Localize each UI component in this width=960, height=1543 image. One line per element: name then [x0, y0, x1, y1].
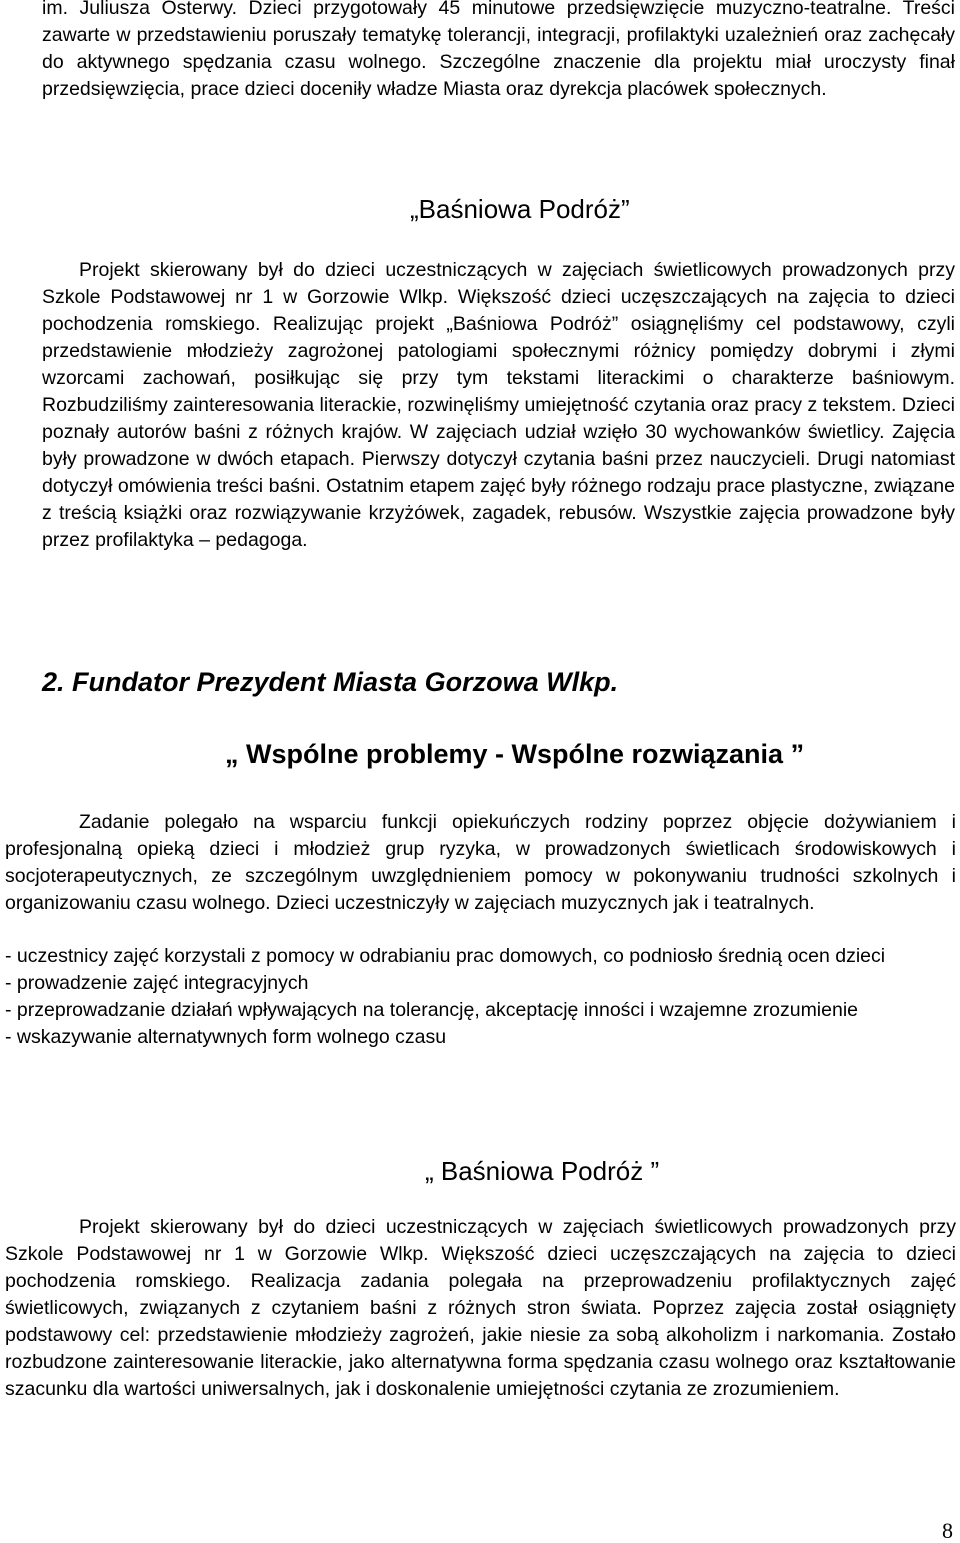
list-item: - wskazywanie alternatywnych form wolnego czasu: [5, 1026, 447, 1048]
list-item: - przeprowadzanie działań wpływających na tolerancję, akceptację inności i wzajemne zrozumienie: [5, 999, 859, 1021]
basniowa-podroz-paragraph-2: Projekt skierowany był do dzieci uczestniczących w zajęciach świetlicowych prowadzonych przy Szkole Podstawowej nr 1 w Gorzowie Wlkp. Większość dzieci uczęszczających na zajęcia to dzieci pochodzenia romskiego. Realizacja zadania polegała na przeprowadzeniu profilaktycznych zajęć świetlicowych, związanych z czytaniem baśni z różnych stron świata. Poprzez zajęcia został osiągnięty podstawowy cel: przedstawienie młodzieży zagrożeń, jakie niesie za sobą alkoholizm i narkomania. Zostało rozbudzone zainteresowanie literackie, jako alternatywna forma spędzania czasu wolnego oraz kształtowanie szacunku dla wartości uniwersalnych, jak i doskonalenie umiejętności czytania ze zrozumieniem.: [5, 1216, 956, 1400]
page-number: 8: [942, 1518, 953, 1543]
basniowa-podroz-paragraph-1: Projekt skierowany był do dzieci uczestniczących w zajęciach świetlicowych prowadzonych przy Szkole Podstawowej nr 1 w Gorzowie Wlkp. Większość dzieci uczęszczających na zajęcia to dzieci pochodzenia romskiego. Realizując projekt „Baśniowa Podróż” osiągnęliśmy cel podstawowy, czyli przedstawienie młodzieży zagrożonej patologiami społecznymi różnicy pomiędzy dobrymi i złymi wzorcami zachowań, posiłkując się przy tym tekstami literackimi o charakterze baśniowym. Rozbudziliśmy zainteresowania literackie, rozwinęliśmy umiejętność czytania oraz pracy z tekstem. Dzieci poznały autorów baśni z różnych krajów. W zajęciach udział wzięło 30 wychowanków świetlicy. Zajęcia były prowadzone w dwóch etapach. Pierwszy dotyczył czytania baśni przez nauczycieli. Drugi natomiast dotyczył omówienia treści baśni. Ostatnim etapem zajęć były różnego rodzaju prace plastyczne, związane z treścią książki oraz rozwiązywanie krzyżówek, zagadek, rebusów. Wszystkie zajęcia prowadzone były przez profilaktyka – pedagoga.: [42, 259, 955, 551]
intro-paragraph: im. Juliusza Osterwy. Dzieci przygotowały 45 minutowe przedsięwzięcie muzyczno-teatralne. Treści zawarte w przedstawieniu poruszały tematykę tolerancji, integracji, profilaktyki uzależnień oraz zachęcały do aktywnego spędzania czasu wolnego. Szczególne znaczenie dla projektu miał uroczysty finał przedsięwzięcia, prace dzieci doceniły władze Miasta oraz dyrekcja placówek społecznych.: [42, 0, 955, 100]
wspolne-problemy-heading: „ Wspólne problemy - Wspólne rozwiązania ”: [225, 739, 805, 769]
list-item: - prowadzenie zajęć integracyjnych: [5, 972, 309, 994]
basniowa-podroz-heading-2: „ Baśniowa Podróż ”: [425, 1156, 660, 1186]
wspolne-problemy-list: [5, 943, 956, 1051]
basniowa-podroz-heading-1: „Baśniowa Podróż”: [410, 194, 630, 224]
funder-heading: 2. Fundator Prezydent Miasta Gorzowa Wlkp.: [42, 667, 619, 697]
wspolne-problemy-paragraph: Zadanie polegało na wsparciu funkcji opiekuńczych rodziny poprzez objęcie dożywianiem i profesjonalną opieką dzieci i młodzież grup ryzyka, w prowadzonych świetlicach środowiskowych i socjoterapeutycznych, ze szczególnym uwzględnieniem pomocy w pokonywaniu trudności szkolnych i organizowaniu czasu wolnego. Dzieci uczestniczyły w zajęciach muzycznych jak i teatralnych.: [5, 811, 956, 914]
list-item: - uczestnicy zajęć korzystali z pomocy w odrabianiu prac domowych, co podniosło średnią ocen dzieci: [5, 945, 886, 967]
